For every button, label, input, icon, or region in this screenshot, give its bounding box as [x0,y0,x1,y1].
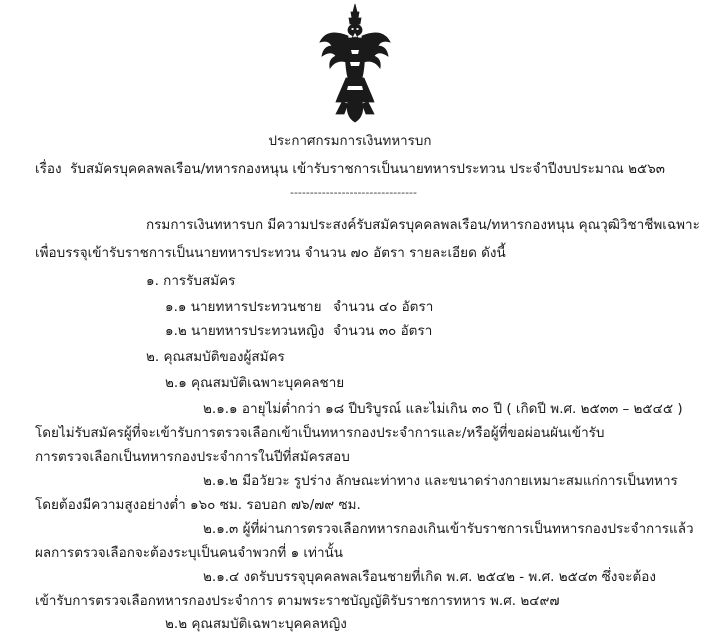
intro-line-2: เพื่อบรรจุเข้ารับราชการเป็นนายทหารประทวน จำนวน ๗๐ อัตรา รายละเอียด ดังนี้ [35,245,506,261]
title-divider: -------------------------------- [289,186,417,199]
item-value: จำนวน ๔๐ อัตรา [333,299,434,315]
clause-2-1-1: ๒.๑.๑ อายุไม่ต่ำกว่า ๑๘ ปีบริบูรณ์ และไม่เกิน ๓๐ ปี ( เกิดปี พ.ศ. ๒๕๓๓ – ๒๕๔๕ ) [203,401,683,417]
clause-2-1-4: ๒.๑.๔ งดรับบรรจุบุคคลพลเรือนชายที่เกิด พ.ศ. ๒๕๔๒ - พ.ศ. ๒๕๔๓ ซึ่งจะต้อง [203,569,657,585]
section-1-item [165,297,433,317]
intro-line-1: กรมการเงินทหารบก มีความประสงค์รับสมัครบุคคลพลเรือน/ทหารกองหนุน คุณวุฒิวิชาชีพเฉพาะ [146,217,700,233]
subject-label: เรื่อง [35,161,62,177]
clause-2-1-3: ๒.๑.๓ ผู้ที่ผ่านการตรวจเลือกทหารกองเกินเข้ารับราชการเป็นทหารกองประจำการแล้ว [203,521,694,537]
section-1-heading: ๑. การรับสมัคร [146,273,236,289]
subject-line [35,159,665,179]
item-label: ๑.๒ นายทหารประทวนหญิง [165,323,325,339]
section-1-item [165,321,432,341]
announcement-title: ประกาศกรมการเงินทหารบก [268,133,432,149]
garuda-emblem-icon [318,2,392,124]
clause-2-1-2-cont: โดยต้องมีความสูงอย่างต่ำ ๑๖๐ ซม. รอบอก ๗๖/๗๙ ซม. [35,497,361,513]
clause-2-1-1-cont: โดยไม่รับสมัครผู้ที่จะเข้ารับการตรวจเลือกเข้าเป็นทหารกองประจำการและ/หรือผู้ที่ขอผ่อนผันเข้ารับ [35,425,605,441]
clause-2-1-2: ๒.๑.๒ มีอวัยวะ รูปร่าง ลักษณะท่าทาง และขนาดร่างกายเหมาะสมแก่การเป็นทหาร [203,473,678,489]
section-2-heading: ๒. คุณสมบัติของผู้สมัคร [146,349,285,365]
subject-text: รับสมัครบุคคลพลเรือน/ทหารกองหนุน เข้ารับราชการเป็นนายทหารประทวน ประจำปีงบประมาณ ๒๕๖๓ [70,161,666,177]
section-2-2-heading: ๒.๒ คุณสมบัติเฉพาะบุคคลหญิง [165,616,347,632]
clause-2-1-3-cont: ผลการตรวจเลือกจะต้องระบุเป็นคนจำพวกที่ ๑ เท่านั้น [35,545,343,561]
item-value: จำนวน ๓๐ อัตรา [333,323,433,339]
section-2-1-heading: ๒.๑ คุณสมบัติเฉพาะบุคคลชาย [165,375,345,391]
clause-2-1-4-cont: เข้ารับการตรวจเลือกทหารกองประจำการ ตามพระราชบัญญัติรับราชการทหาร พ.ศ. ๒๔๙๗ [35,593,560,609]
clause-2-1-1-cont: การตรวจเลือกเป็นทหารกองประจำการในปีที่สมัครสอบ [35,449,350,465]
item-label: ๑.๑ นายทหารประทวนชาย [165,299,322,315]
